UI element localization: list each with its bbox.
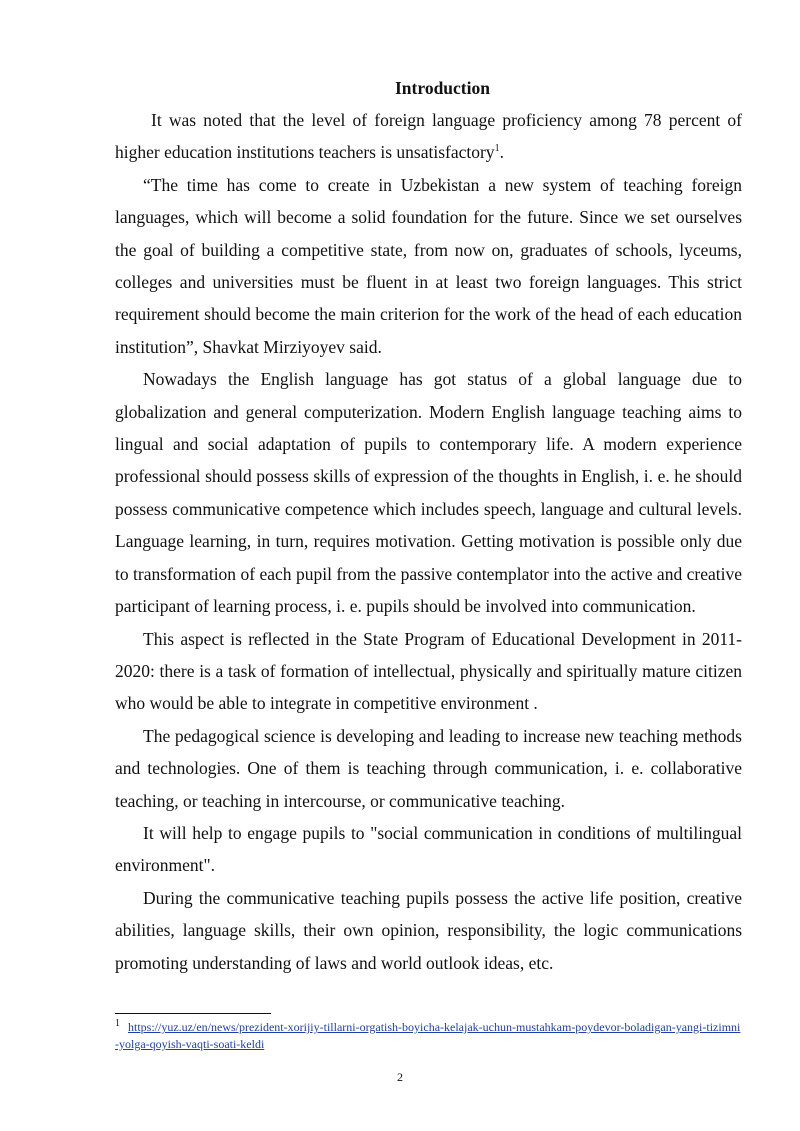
page-number: 2 <box>397 1070 403 1084</box>
paragraph-6: It will help to engage pupils to "social communication in conditions of multilingual environment". <box>115 822 742 876</box>
paragraph-3: Nowadays the English language has got status of a global language due to globalization and general computerization. Modern English language teaching aims to lingual and social adaptation of pupils to contemporary life. A modern experience professional should possess skills of expression of the thoughts in English, i. e. he should possess communicative competence which includes speech, language and cultural levels. Language learning, in turn, requires motivation. Getting motivation is possible only due to transformation of each pupil from the passive contemplator into the active and creative participant of learning process, i. e. pupils should be involved into communication. <box>115 369 742 617</box>
footnote-link[interactable]: https://yuz.uz/en/news/prezident-xorijiy-tillarni-orgatish-boyicha-kelajak-uchun-mustahkam-poydevor-boladigan-yangi-tizimni-yolga-qoyish-vaqti-soati-keldi <box>115 1020 741 1051</box>
paragraph-7: During the communicative teaching pupils possess the active life position, creative abilities, language skills, their own opinion, responsibility, the logic communications promoting understanding of laws and world outlook ideas, etc. <box>115 887 742 973</box>
document-body <box>115 74 742 979</box>
paragraph-1-text: It was noted that the level of foreign language proficiency among 78 percent of higher education institutions teachers is unsatisfactory <box>115 110 742 163</box>
section-heading: Introduction <box>395 78 490 98</box>
paragraph-1-end: . <box>499 142 504 163</box>
paragraph-5: The pedagogical science is developing and leading to increase new teaching methods and technologies. One of them is teaching through communication, i. e. collaborative teaching, or teaching in intercourse, or communicative teaching. <box>115 725 742 811</box>
paragraph-2: “The time has come to create in Uzbekistan a new system of teaching foreign languages, which will become a solid foundation for the future. Since we set ourselves the goal of building a competitive state, from now on, graduates of schools, lyceums, colleges and universities must be fluent in at least two foreign languages. This strict requirement should become the main criterion for the work of the head of each education institution”, Shavkat Mirziyoyev said. <box>115 174 742 357</box>
footnote <box>115 1019 742 1053</box>
footnote-divider <box>115 1013 271 1014</box>
paragraph-1 <box>115 104 742 169</box>
footnote-number: 1 <box>115 1018 120 1029</box>
footnote-reference[interactable]: 1 <box>494 143 500 155</box>
paragraph-4: This aspect is reflected in the State Program of Educational Development in 2011-2020: there is a task of formation of intellectual, physically and spiritually mature citizen who would be able to integrate in competitive environment . <box>115 628 742 714</box>
